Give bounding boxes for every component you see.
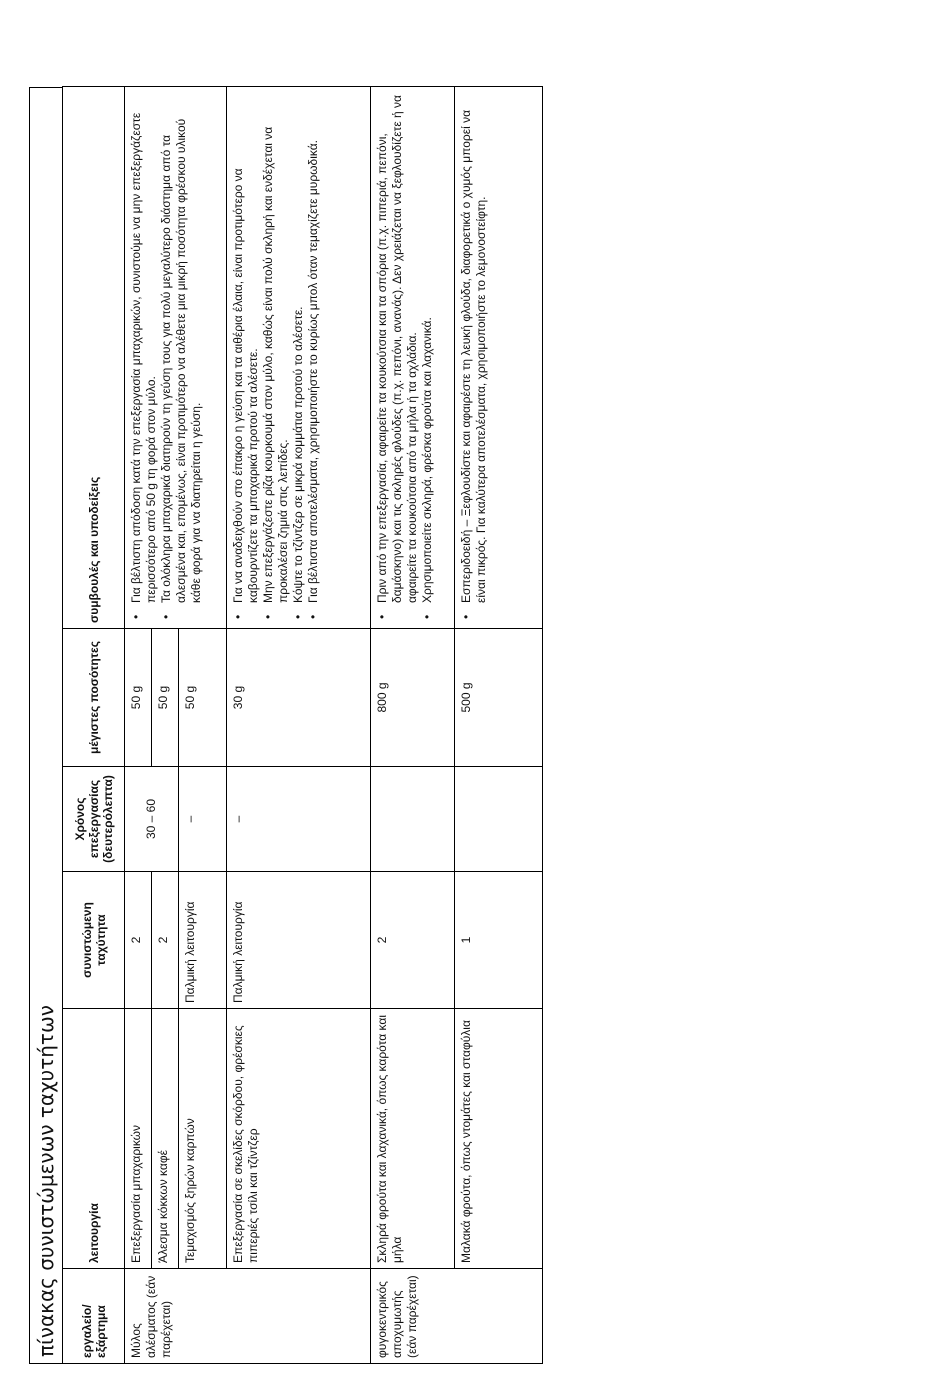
function-cell: Επεξεργασία μπαχαρικών <box>125 1009 152 1269</box>
tips-list <box>129 92 204 623</box>
function-cell: Τεμαχισμός ξηρών καρπών <box>179 1009 227 1269</box>
table-row <box>455 87 543 1364</box>
tip-item: • Για βέλτιστη απόδοση κατά την επεξεργασία μπαχαρικών, συνιστούμε να μην επεξεργάζεστε περισσότερο από 50 g τη φορά στον μύλο. <box>129 92 159 611</box>
header-time: Χρόνος επεξεργασίας (δευτερόλεπτα) <box>63 767 125 872</box>
speed-cell: 1 <box>455 872 543 1009</box>
speed-cell: Παλμική λειτουργία <box>227 872 371 1009</box>
header-quantity: μέγιστες ποσότητες <box>63 629 125 767</box>
function-cell: Επεξεργασία σε σκελίδες σκόρδου, φρέσκιες πιπεριές τσίλι και τζίντζερ <box>227 1009 371 1269</box>
time-cell: – <box>179 767 227 872</box>
header-function: λειτουργία <box>63 1009 125 1269</box>
tip-item: • Για βέλτιστα αποτελέσματα, χρησιμοποιήστε το κυρίως μπολ όταν τεμαχίζετε μυρωδικά. <box>306 92 321 611</box>
tip-item: • Τα ολόκληρα μπαχαρικά διατηρούν τη γεύση τους για πολύ μεγαλύτερο διάστημα από τα αλεσμένα και, επομένως, είναι προτιμότερο να αλέθετε μια μικρή ποσότητα φρέσκου υλικού κάθε φορά για να διατηρείται η γεύση. <box>159 92 204 611</box>
tips-cell <box>125 87 227 629</box>
function-cell: Άλεσμα κόκκων καφέ <box>152 1009 179 1269</box>
speed-cell: Παλμική λειτουργία <box>179 872 227 1009</box>
tip-item: • Μην επεξεργάζεστε ρίζα κουρκουμά στον μύλο, καθώς είναι πολύ σκληρή και ενδέχεται να προκαλέσει ζημιά στις λεπίδες. <box>261 92 291 611</box>
tips-cell <box>455 87 543 629</box>
recommended-speeds-table <box>62 86 543 1364</box>
speed-cell: 2 <box>371 872 455 1009</box>
quantity-cell: 50 g <box>179 629 227 767</box>
quantity-cell: 800 g <box>371 629 455 767</box>
tips-list <box>231 92 321 623</box>
tips-cell <box>371 87 455 629</box>
tip-item: • Εσπεριδοειδή – Ξεφλουδίστε και αφαιρέστε τη λευκή φλούδα, διαφορετικά ο χυμός μπορεί να είναι πικρός. Για καλύτερα αποτελέσματα, χρησιμοποιήστε το λεμονοστείφτη. <box>459 92 489 611</box>
speed-cell: 2 <box>125 872 152 1009</box>
tip-item: • Πριν από την επεξεργασία, αφαιρείτε τα κουκούτσια και τα σπόρια (π.χ. πιπεριά, πεπόνι, δαμάσκηνο) και τις σκληρές φλούδες (π.χ. πεπόνι, ανανάς). Δεν χρειάζεται να ξεφλουδίζετε ή να αφαιρείτε τα κουκούτσια από τα μήλα ή τα αχλάδια. <box>375 92 420 611</box>
table-row <box>371 87 455 1364</box>
time-cell: 30 – 60 <box>125 767 179 872</box>
tip-item: • Για να αναδειχθούν στο έπακρο η γεύση και τα αιθέρια έλαια, είναι προτιμότερο να καβουρντίζετε τα μπαχαρικά προτού τα αλέσετε. <box>231 92 261 611</box>
header-tool: εργαλείο/ εξάρτημα <box>63 1269 125 1364</box>
tips-list <box>459 92 489 623</box>
tips-cell <box>227 87 371 629</box>
quantity-cell: 50 g <box>125 629 152 767</box>
tip-item: • Χρησιμοποιείτε σκληρά, φρέσκα φρούτα και λαχανικά. <box>420 92 435 611</box>
quantity-cell: 30 g <box>227 629 371 767</box>
speed-cell: 2 <box>152 872 179 1009</box>
function-cell: Μαλακά φρούτα, όπως ντομάτες και σταφύλια <box>455 1009 543 1269</box>
time-cell: – <box>227 767 371 872</box>
function-cell: Σκληρά φρούτα και λαχανικά, όπως καρότα και μήλα <box>371 1009 455 1269</box>
time-cell <box>455 767 543 872</box>
rotated-document-sheet <box>29 87 542 1364</box>
quantity-cell: 50 g <box>152 629 179 767</box>
header-tips: συμβουλές και υποδείξεις <box>63 87 125 629</box>
table-header-row <box>63 87 125 1364</box>
table-row <box>125 87 152 1364</box>
tool-juicer: φυγοκεντρικός αποχυμωτής (εάν παρέχεται) <box>371 1269 543 1364</box>
tool-mill: Μύλος αλέσματος (εάν παρέχεται) <box>125 1269 371 1364</box>
quantity-cell: 500 g <box>455 629 543 767</box>
time-cell <box>371 767 455 872</box>
tip-item: • Κόψτε το τζίντζερ σε μικρά κομμάτια προτού το αλέσετε. <box>291 92 306 611</box>
header-speed: συνιστώμενη ταχύτητα <box>63 872 125 1009</box>
tips-list <box>375 92 435 623</box>
table-row <box>227 87 371 1364</box>
page-title: πίνακας συνιστώμενων ταχυτήτων <box>29 87 62 1364</box>
